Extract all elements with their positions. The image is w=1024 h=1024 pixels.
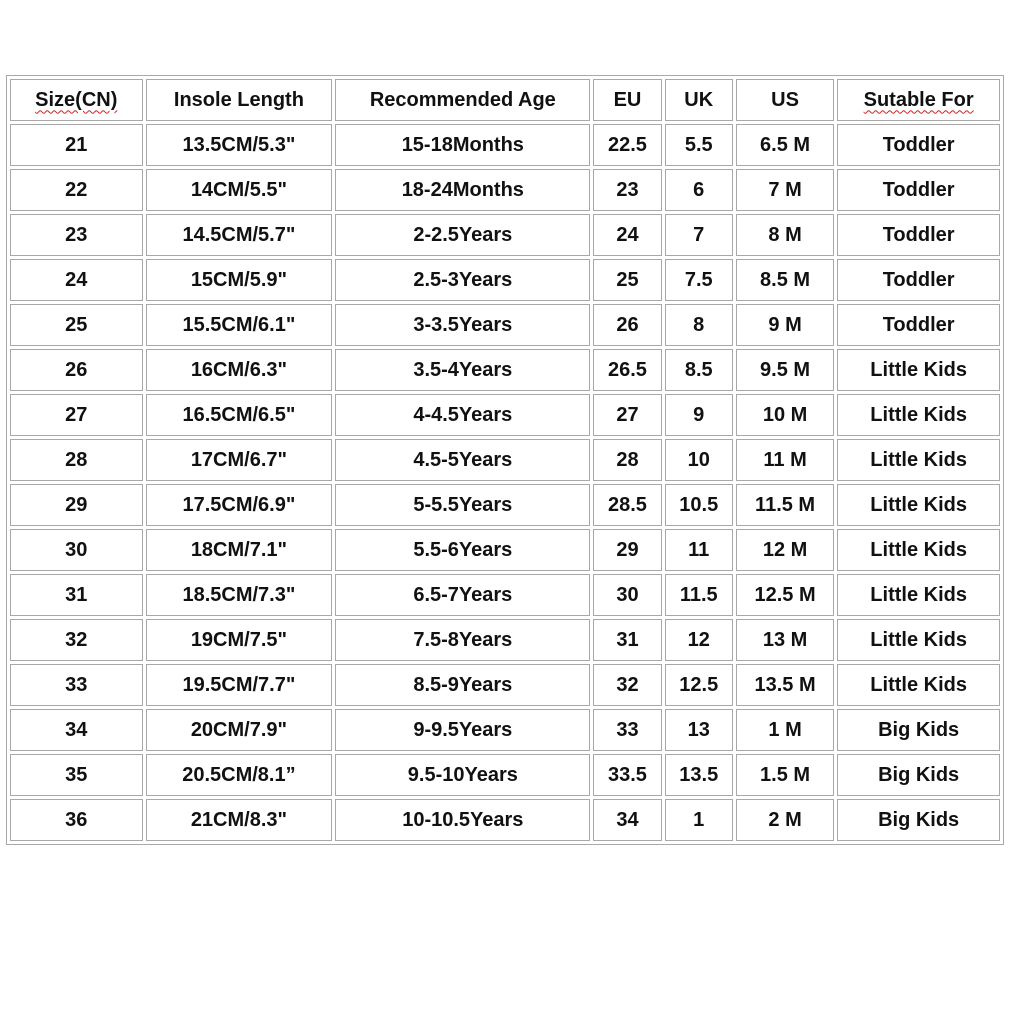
cell-suitable-for: Little Kids — [837, 574, 1000, 616]
cell-recommended-age: 5.5-6Years — [335, 529, 590, 571]
cell-size-cn: 21 — [10, 124, 143, 166]
cell-insole-length: 16.5CM/6.5" — [146, 394, 333, 436]
header-row — [10, 79, 1000, 121]
cell-insole-length: 16CM/6.3" — [146, 349, 333, 391]
cell-insole-length: 15.5CM/6.1" — [146, 304, 333, 346]
cell-recommended-age: 9.5-10Years — [335, 754, 590, 796]
header-us: US — [736, 79, 834, 121]
cell-size-cn: 25 — [10, 304, 143, 346]
header-uk: UK — [665, 79, 733, 121]
cell-us: 2 M — [736, 799, 834, 841]
cell-eu: 25 — [593, 259, 661, 301]
cell-size-cn: 30 — [10, 529, 143, 571]
header-suitable-for-label: Sutable For — [863, 88, 974, 111]
cell-recommended-age: 4.5-5Years — [335, 439, 590, 481]
cell-recommended-age: 2-2.5Years — [335, 214, 590, 256]
cell-recommended-age: 8.5-9Years — [335, 664, 590, 706]
cell-recommended-age: 18-24Months — [335, 169, 590, 211]
cell-uk: 8 — [665, 304, 733, 346]
cell-us: 9.5 M — [736, 349, 834, 391]
table-row — [10, 709, 1000, 751]
cell-size-cn: 36 — [10, 799, 143, 841]
cell-insole-length: 17CM/6.7" — [146, 439, 333, 481]
cell-suitable-for: Little Kids — [837, 349, 1000, 391]
table-row — [10, 394, 1000, 436]
cell-insole-length: 21CM/8.3" — [146, 799, 333, 841]
header-insole-length: Insole Length — [146, 79, 333, 121]
cell-insole-length: 13.5CM/5.3" — [146, 124, 333, 166]
table-row — [10, 754, 1000, 796]
cell-us: 11 M — [736, 439, 834, 481]
header-size-cn — [10, 79, 143, 121]
cell-insole-length: 18.5CM/7.3" — [146, 574, 333, 616]
cell-suitable-for: Little Kids — [837, 619, 1000, 661]
cell-uk: 8.5 — [665, 349, 733, 391]
cell-uk: 12 — [665, 619, 733, 661]
cell-uk: 12.5 — [665, 664, 733, 706]
cell-uk: 5.5 — [665, 124, 733, 166]
cell-insole-length: 20.5CM/8.1” — [146, 754, 333, 796]
table-row — [10, 439, 1000, 481]
cell-uk: 11 — [665, 529, 733, 571]
cell-recommended-age: 9-9.5Years — [335, 709, 590, 751]
cell-suitable-for: Little Kids — [837, 484, 1000, 526]
cell-us: 11.5 M — [736, 484, 834, 526]
cell-suitable-for: Little Kids — [837, 664, 1000, 706]
cell-eu: 24 — [593, 214, 661, 256]
cell-us: 13.5 M — [736, 664, 834, 706]
cell-suitable-for: Toddler — [837, 259, 1000, 301]
cell-eu: 28.5 — [593, 484, 661, 526]
cell-us: 10 M — [736, 394, 834, 436]
table-row — [10, 799, 1000, 841]
cell-eu: 26.5 — [593, 349, 661, 391]
cell-us: 6.5 M — [736, 124, 834, 166]
cell-eu: 29 — [593, 529, 661, 571]
cell-eu: 27 — [593, 394, 661, 436]
cell-uk: 13 — [665, 709, 733, 751]
header-eu: EU — [593, 79, 661, 121]
cell-eu: 34 — [593, 799, 661, 841]
cell-insole-length: 14.5CM/5.7" — [146, 214, 333, 256]
cell-suitable-for: Little Kids — [837, 439, 1000, 481]
cell-uk: 1 — [665, 799, 733, 841]
cell-size-cn: 31 — [10, 574, 143, 616]
cell-insole-length: 20CM/7.9" — [146, 709, 333, 751]
cell-uk: 11.5 — [665, 574, 733, 616]
cell-suitable-for: Toddler — [837, 169, 1000, 211]
cell-size-cn: 34 — [10, 709, 143, 751]
cell-size-cn: 23 — [10, 214, 143, 256]
table-row — [10, 214, 1000, 256]
cell-insole-length: 17.5CM/6.9" — [146, 484, 333, 526]
cell-insole-length: 15CM/5.9" — [146, 259, 333, 301]
cell-us: 7 M — [736, 169, 834, 211]
table-row — [10, 664, 1000, 706]
table-row — [10, 349, 1000, 391]
cell-recommended-age: 5-5.5Years — [335, 484, 590, 526]
cell-recommended-age: 4-4.5Years — [335, 394, 590, 436]
table-row — [10, 124, 1000, 166]
cell-recommended-age: 7.5-8Years — [335, 619, 590, 661]
cell-insole-length: 19.5CM/7.7" — [146, 664, 333, 706]
cell-us: 13 M — [736, 619, 834, 661]
cell-us: 12 M — [736, 529, 834, 571]
cell-uk: 13.5 — [665, 754, 733, 796]
cell-suitable-for: Big Kids — [837, 754, 1000, 796]
cell-uk: 9 — [665, 394, 733, 436]
cell-recommended-age: 3-3.5Years — [335, 304, 590, 346]
cell-recommended-age: 15-18Months — [335, 124, 590, 166]
table-row — [10, 304, 1000, 346]
cell-eu: 28 — [593, 439, 661, 481]
cell-us: 9 M — [736, 304, 834, 346]
cell-size-cn: 27 — [10, 394, 143, 436]
cell-uk: 7.5 — [665, 259, 733, 301]
cell-eu: 33.5 — [593, 754, 661, 796]
cell-insole-length: 19CM/7.5" — [146, 619, 333, 661]
cell-eu: 23 — [593, 169, 661, 211]
cell-suitable-for: Little Kids — [837, 394, 1000, 436]
cell-suitable-for: Toddler — [837, 304, 1000, 346]
cell-recommended-age: 3.5-4Years — [335, 349, 590, 391]
cell-uk: 10 — [665, 439, 733, 481]
cell-eu: 30 — [593, 574, 661, 616]
cell-suitable-for: Little Kids — [837, 529, 1000, 571]
cell-suitable-for: Toddler — [837, 124, 1000, 166]
table-row — [10, 484, 1000, 526]
cell-size-cn: 33 — [10, 664, 143, 706]
cell-size-cn: 28 — [10, 439, 143, 481]
cell-eu: 26 — [593, 304, 661, 346]
cell-eu: 31 — [593, 619, 661, 661]
header-suitable-for — [837, 79, 1000, 121]
table-row — [10, 259, 1000, 301]
cell-uk: 10.5 — [665, 484, 733, 526]
cell-size-cn: 26 — [10, 349, 143, 391]
cell-us: 1.5 M — [736, 754, 834, 796]
header-recommended-age: Recommended Age — [335, 79, 590, 121]
table-row — [10, 574, 1000, 616]
cell-recommended-age: 10-10.5Years — [335, 799, 590, 841]
table-row — [10, 169, 1000, 211]
table-row — [10, 529, 1000, 571]
cell-eu: 22.5 — [593, 124, 661, 166]
cell-size-cn: 22 — [10, 169, 143, 211]
cell-size-cn: 29 — [10, 484, 143, 526]
table-body — [10, 124, 1000, 841]
cell-size-cn: 32 — [10, 619, 143, 661]
cell-insole-length: 14CM/5.5" — [146, 169, 333, 211]
cell-us: 8 M — [736, 214, 834, 256]
cell-eu: 32 — [593, 664, 661, 706]
cell-uk: 6 — [665, 169, 733, 211]
cell-suitable-for: Big Kids — [837, 799, 1000, 841]
cell-recommended-age: 2.5-3Years — [335, 259, 590, 301]
cell-recommended-age: 6.5-7Years — [335, 574, 590, 616]
cell-size-cn: 24 — [10, 259, 143, 301]
cell-suitable-for: Toddler — [837, 214, 1000, 256]
cell-eu: 33 — [593, 709, 661, 751]
cell-insole-length: 18CM/7.1" — [146, 529, 333, 571]
header-size-cn-label: Size(CN) — [35, 88, 118, 111]
cell-size-cn: 35 — [10, 754, 143, 796]
cell-us: 12.5 M — [736, 574, 834, 616]
cell-suitable-for: Big Kids — [837, 709, 1000, 751]
table-row — [10, 619, 1000, 661]
size-chart-table — [6, 75, 1004, 845]
cell-uk: 7 — [665, 214, 733, 256]
cell-us: 1 M — [736, 709, 834, 751]
cell-us: 8.5 M — [736, 259, 834, 301]
